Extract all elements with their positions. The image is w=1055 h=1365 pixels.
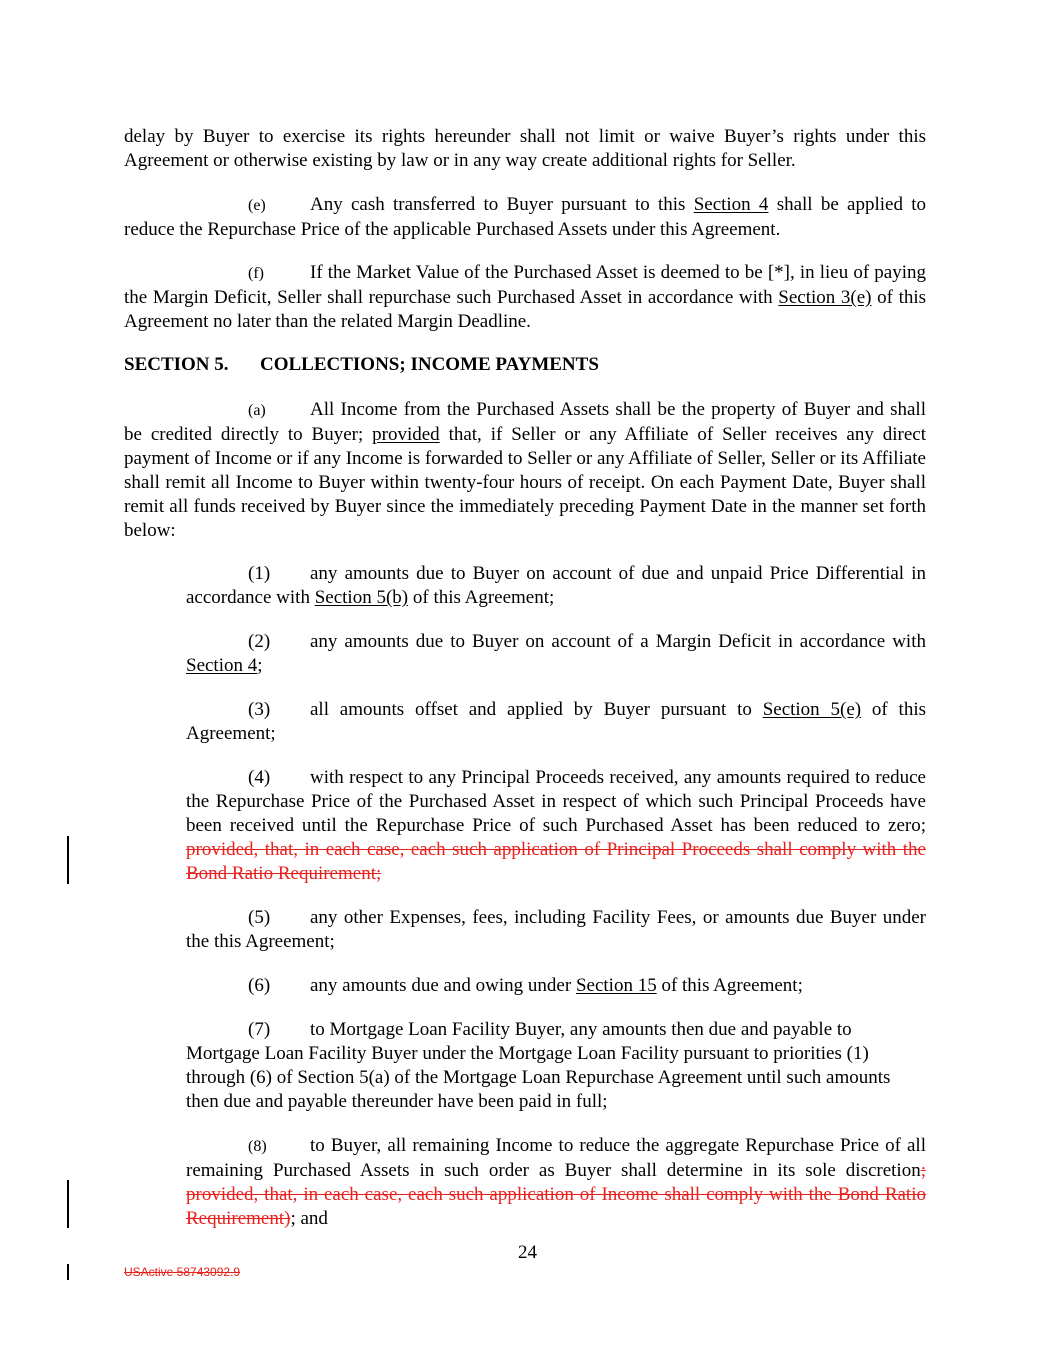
paragraph-marker: (a) xyxy=(248,402,266,419)
change-bar xyxy=(67,836,69,884)
section-reference: Section 15 xyxy=(575,975,657,996)
paragraph-e: (e) Any cash transferred to Buyer pursuant to this Section 4 shall be applied to reduce the Repurchase Price of the applicable Purchased Assets under this Agreement. xyxy=(124,194,926,240)
section-reference: Section 4 xyxy=(693,194,769,215)
deleted-text: ; provided, that, in each case, each such application of Income shall comply with the Bond Ratio Requirement) xyxy=(186,1160,926,1229)
list-item-1: (1) any amounts due to Buyer on account of due and unpaid Price Differential in accordance with Section 5(b) of this Agreement; xyxy=(186,563,926,608)
section-reference: Section 4 xyxy=(186,655,258,676)
list-item-8: (8) to Buyer, all remaining Income to reduce the aggregate Repurchase Price of all remaining Purchased Assets in such order as Buyer shall determine in its sole discretion; provided, that, in each case, each such application of Income shall comply with the Bond Ratio Requirement); and xyxy=(186,1135,926,1229)
document-id: USActive 58743092.9 xyxy=(124,1265,241,1279)
section-reference: Section 5(e) xyxy=(762,699,862,720)
continued-paragraph: delay by Buyer to exercise its rights hereunder shall not limit or waive Buyer’s rights under this Agreement or otherwise existing by law or in any way create additional rights for Seller. xyxy=(124,126,926,171)
list-item-6: (6) any amounts due and owing under Section 15 of this Agreement; xyxy=(248,975,803,996)
section-reference: Section 3(e) xyxy=(778,287,872,308)
paragraph-f: (f) If the Market Value of the Purchased Asset is deemed to be [*], in lieu of paying the Margin Deficit, Seller shall repurchase such Purchased Asset in accordance with Section 3(e) of this Agreement no later than the related Margin Deadline. xyxy=(124,262,927,332)
page-number: 24 xyxy=(518,1242,537,1263)
paragraph-a: (a) All Income from the Purchased Assets shall be the property of Buyer and shall be credited directly to Buyer; provided that, if Seller or any Affiliate of Seller receives any direct payment of Income or if any Income is forwarded to Seller or any Affiliate of Seller, Seller or its Affiliate shall remit all Income to Buyer within twenty-four hours of receipt. On each Payment Date, Buyer shall remit all funds received by Buyer since the immediately preceding Payment Date in the manner set forth below: xyxy=(124,399,926,541)
deleted-text: provided, that, in each case, each such application of Principal Proceeds shall comply with the Bond Ratio Requirement; xyxy=(186,839,926,884)
list-item-2: (2) any amounts due to Buyer on account of a Margin Deficit in accordance with Section 4; xyxy=(186,631,926,676)
list-item-4: (4) with respect to any Principal Proceeds received, any amounts required to reduce the Repurchase Price of the Purchased Asset in respect of which such Principal Proceeds have been received until the Repurchase Price of such Purchased Asset has been reduced to zero; provided, that, in each case, each such application of Principal Proceeds shall comply with the Bond Ratio Requirement; xyxy=(186,767,926,884)
paragraph-marker: (f) xyxy=(248,265,264,282)
change-bar xyxy=(67,1264,69,1280)
change-bar xyxy=(67,1180,69,1228)
provided-term: provided xyxy=(372,424,440,445)
list-item-7: (7) to Mortgage Loan Facility Buyer, any amounts then due and payable to Mortgage Loan Facility Buyer under the Mortgage Loan Facility pursuant to priorities (1) through (6) of Section 5(a) of the Mortgage Loan Repurchase Agreement until such amounts then due and payable thereunder have been paid in full; xyxy=(186,1019,891,1112)
list-item-3: (3) all amounts offset and applied by Buyer pursuant to Section 5(e) of this Agreement; xyxy=(186,699,927,744)
section-reference: Section 5(b) xyxy=(314,587,409,608)
list-item-5: (5) any other Expenses, fees, including Facility Fees, or amounts due Buyer under the this Agreement; xyxy=(186,907,926,952)
section-heading: SECTION 5. COLLECTIONS; INCOME PAYMENTS xyxy=(124,354,599,375)
paragraph-marker: (e) xyxy=(248,197,266,214)
